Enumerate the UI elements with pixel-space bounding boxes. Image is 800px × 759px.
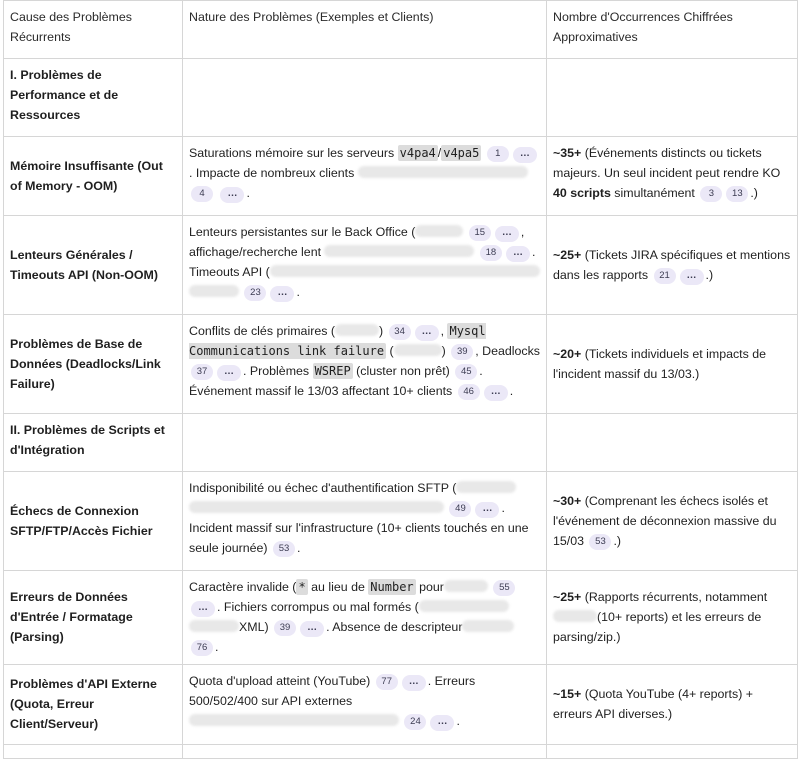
section-row-scripts (4, 414, 798, 472)
cause-cell: Problèmes de Base de Données (Deadlocks/Link Failure) (4, 315, 183, 414)
citation-chip[interactable]: 34 (389, 324, 411, 340)
more-citations-chip[interactable]: … (415, 325, 439, 341)
inline-code: Number (370, 580, 414, 594)
more-citations-chip[interactable]: … (430, 715, 454, 731)
citation-chip[interactable]: 37 (191, 364, 213, 380)
citation-chip[interactable]: 39 (274, 620, 296, 636)
section-title: II. Problèmes de Scripts et d'Intégration (4, 414, 183, 472)
header-nature: Nature des Problèmes (Exemples et Clients) (183, 1, 547, 59)
redacted-text (335, 324, 379, 336)
header-count: Nombre d'Occurrences Chiffrées Approximatives (547, 1, 798, 59)
inline-code: v4pa5 (443, 146, 480, 160)
redacted-text (189, 620, 239, 632)
more-citations-chip[interactable]: … (300, 621, 324, 637)
citation-chip[interactable]: 3 (700, 186, 722, 202)
cause-cell: Lenteurs Générales / Timeouts API (Non-OOM) (4, 216, 183, 315)
citation-chip[interactable]: 4 (191, 186, 213, 202)
citation-chip[interactable]: 39 (451, 344, 473, 360)
count-cell: ~25+ (Rapports récurrents, notamment (10+ reports) et les erreurs de parsing/zip.) (547, 571, 798, 665)
citation-chip[interactable]: 76 (191, 640, 213, 656)
table-row (4, 137, 798, 216)
more-citations-chip[interactable]: … (495, 226, 519, 242)
inline-code: Mysql Communications link failure (189, 324, 486, 358)
more-citations-chip[interactable]: … (680, 269, 704, 285)
redacted-text (189, 714, 399, 726)
nature-cell: Conflits de clés primaires ( ) 34 … , Mysql Communications link failure ( ) 39 , Deadlocks 37 … . Problèmes WSREP (cluster non prêt) 45 . Événement massif le 13/03 affectant 10+ clients 46 … . (183, 315, 547, 414)
cause-cell: Échecs de Connexion SFTP/FTP/Accès Fichier (4, 472, 183, 571)
citation-chip[interactable]: 18 (480, 245, 502, 261)
citation-chip[interactable]: 53 (589, 534, 611, 550)
redacted-text (462, 620, 514, 632)
cause-cell: Erreurs de Données d'Entrée / Formatage (Parsing) (4, 571, 183, 665)
citation-chip[interactable]: 49 (449, 501, 471, 517)
table-row (4, 472, 798, 571)
nature-cell: Caractère invalide ( * au lieu de Number pour 55… . Fichiers corrompus ou mal formés (XML) 39 … . Absence de descripteur 76 . (183, 571, 547, 665)
table-row (4, 216, 798, 315)
redacted-text (358, 166, 528, 178)
citation-chip[interactable]: 53 (273, 541, 295, 557)
inline-code: * (298, 580, 306, 594)
redacted-text (394, 344, 442, 356)
redacted-text (444, 580, 488, 592)
table-row (4, 571, 798, 665)
table-row (4, 665, 798, 745)
nature-cell: Quota d'upload atteint (YouTube) 77 … . Erreurs 500/502/400 sur API externes 24 … . (183, 665, 547, 745)
citation-chip[interactable]: 45 (455, 364, 477, 380)
redacted-text (415, 225, 463, 237)
section-title: I. Problèmes de Performance et de Ressources (4, 59, 183, 137)
citation-chip[interactable]: 46 (458, 384, 480, 400)
count-cell: ~15+ (Quota YouTube (4+ reports) + erreurs API diverses.) (547, 665, 798, 745)
inline-code: v4pa4 (399, 146, 436, 160)
cause-cell: Problèmes d'API Externe (Quota, Erreur Client/Serveur) (4, 665, 183, 745)
citation-chip[interactable]: 77 (376, 674, 398, 690)
more-citations-chip[interactable]: … (191, 601, 215, 617)
table-row (4, 315, 798, 414)
citation-chip[interactable]: 13 (726, 186, 748, 202)
table-row-partial (4, 745, 798, 759)
redacted-text (419, 600, 509, 612)
nature-cell: Saturations mémoire sur les serveurs v4pa4 / v4pa5 1 …. Impacte de nombreux clients 4 … . (183, 137, 547, 216)
count-cell: ~35+ (Événements distincts ou tickets majeurs. Un seul incident peut rendre KO 40 scripts simultanément 3 13 .) (547, 137, 798, 216)
count-cell: ~20+ (Tickets individuels et impacts de l'incident massif du 13/03.) (547, 315, 798, 414)
header-row (4, 1, 798, 59)
count-cell: ~25+ (Tickets JIRA spécifiques et mentions dans les rapports 21 … .) (547, 216, 798, 315)
citation-chip[interactable]: 21 (654, 268, 676, 284)
redacted-text (456, 481, 516, 493)
more-citations-chip[interactable]: … (217, 365, 241, 381)
more-citations-chip[interactable]: … (484, 385, 508, 401)
more-citations-chip[interactable]: … (506, 246, 530, 262)
redacted-text (189, 285, 239, 297)
count-cell: ~30+ (Comprenant les échecs isolés et l'événement de déconnexion massive du 15/03 53 .) (547, 472, 798, 571)
cause-cell: Mémoire Insuffisante (Out of Memory - OOM) (4, 137, 183, 216)
redacted-text (324, 245, 474, 257)
inline-code: WSREP (314, 364, 351, 378)
redacted-text (270, 265, 540, 277)
redacted-text (553, 610, 597, 622)
more-citations-chip[interactable]: … (513, 147, 537, 163)
section-row-performance (4, 59, 798, 137)
more-citations-chip[interactable]: … (402, 675, 426, 691)
more-citations-chip[interactable]: … (270, 286, 294, 302)
nature-cell: Lenteurs persistantes sur le Back Office ( 15 … , affichage/recherche lent 18 … . Timeouts API ( 23 … . (183, 216, 547, 315)
citation-chip[interactable]: 15 (469, 225, 491, 241)
citation-chip[interactable]: 55 (493, 580, 515, 596)
more-citations-chip[interactable]: … (475, 502, 499, 518)
citation-chip[interactable]: 23 (244, 285, 266, 301)
citation-chip[interactable]: 24 (404, 714, 426, 730)
problems-table (3, 0, 798, 759)
header-cause: Cause des Problèmes Récurrents (4, 1, 183, 59)
citation-chip[interactable]: 1 (487, 146, 509, 162)
more-citations-chip[interactable]: … (220, 187, 244, 203)
nature-cell: Indisponibilité ou échec d'authentification SFTP ( 49 … . Incident massif sur l'infrastructure (10+ clients touchés en une seule journée) 53 . (183, 472, 547, 571)
redacted-text (189, 501, 444, 513)
